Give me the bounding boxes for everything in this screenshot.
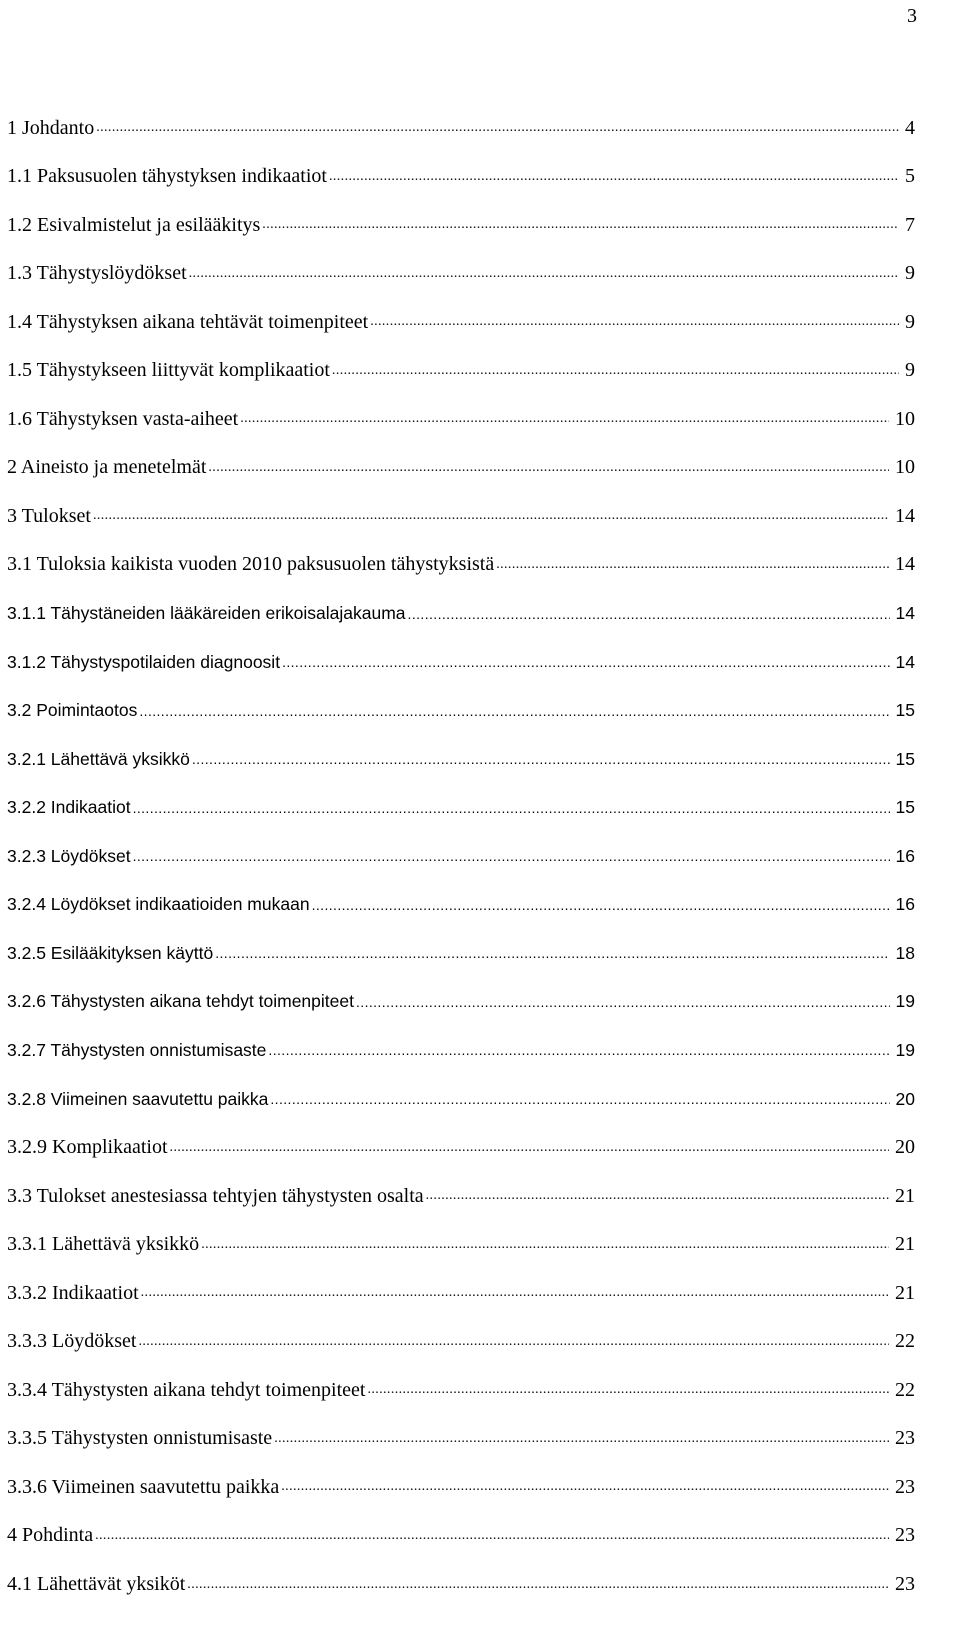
toc-entry-label: 2 Aineisto ja menetelmät [7, 456, 207, 479]
toc-entry-label: 3.1.1 Tähystäneiden lääkäreiden erikoisalajakauma [7, 603, 406, 623]
toc-entry[interactable] [7, 259, 915, 289]
toc-dot-leader [262, 210, 899, 240]
toc-entry-label: 1.4 Tähystyksen aikana tehtävät toimenpiteet [7, 310, 369, 333]
toc-entry-page: 15 [895, 700, 915, 721]
toc-entry[interactable] [7, 1035, 915, 1065]
toc-entry-label: 3.1 Tuloksia kaikista vuoden 2010 paksusuolen tähystyksistä [7, 553, 495, 576]
toc-entry-page: 21 [895, 1281, 915, 1304]
toc-entry-label: 3.3.5 Tähystysten onnistumisaste [7, 1427, 273, 1450]
toc-entry-page: 23 [895, 1475, 915, 1498]
toc-entry-page: 14 [895, 553, 915, 576]
toc-entry-page: 16 [895, 845, 915, 866]
toc-entry-page: 23 [895, 1524, 915, 1547]
toc-entry-label: 3.3.1 Lähettävä yksikkö [7, 1233, 200, 1256]
toc-entry[interactable] [7, 404, 915, 434]
toc-dot-leader [312, 890, 890, 920]
toc-dot-leader [208, 453, 889, 483]
toc-entry-page: 20 [895, 1136, 915, 1159]
toc-entry-page: 5 [905, 165, 915, 188]
toc-dot-leader [274, 1424, 889, 1454]
toc-dot-leader [332, 356, 899, 386]
toc-entry-label: 3.3.2 Indikaatiot [7, 1281, 139, 1304]
toc-entry[interactable] [7, 356, 915, 386]
toc-entry-label: 4 Pohdinta [7, 1524, 94, 1547]
toc-entry-page: 9 [905, 359, 915, 382]
toc-dot-leader [133, 793, 890, 823]
toc-entry[interactable] [7, 307, 915, 337]
toc-dot-leader [281, 1472, 889, 1502]
toc-entry-label: 3.2.8 Viimeinen saavutettu paikka [7, 1088, 269, 1109]
toc-entry-page: 10 [895, 407, 915, 430]
toc-entry-label: 3.2.5 Esilääkityksen käyttö [7, 942, 214, 963]
toc-entry[interactable] [7, 890, 915, 920]
toc-entry-label: 3.3.6 Viimeinen saavutettu paikka [7, 1475, 280, 1498]
toc-entry-label: 4.1 Lähettävät yksiköt [7, 1573, 186, 1595]
toc-entry[interactable] [7, 744, 915, 774]
toc-entry-page: 20 [895, 1088, 915, 1109]
toc-entry-label: 1.6 Tähystyksen vasta-aiheet [7, 407, 239, 430]
toc-dot-leader [408, 599, 890, 629]
toc-entry[interactable] [7, 696, 915, 726]
toc-entry[interactable] [7, 599, 915, 629]
toc-entry-label: 3.2.3 Löydökset [7, 845, 131, 866]
toc-entry-label: 3.2.4 Löydökset indikaatioiden mukaan [7, 894, 310, 915]
toc-dot-leader [268, 1035, 889, 1065]
toc-entry-page: 4 [905, 116, 915, 139]
toc-entry-label: 3.2.9 Komplikaatiot [7, 1136, 168, 1159]
toc-entry-label: 3.2.2 Indikaatiot [7, 797, 131, 818]
toc-dot-leader [240, 404, 889, 434]
toc-entry-page: 9 [905, 310, 915, 333]
toc-entry-label: 3.3 Tulokset anestesiassa tehtyjen tähystysten osalta [7, 1184, 424, 1207]
toc-dot-leader [95, 1521, 889, 1551]
toc-dot-leader [133, 841, 890, 871]
toc-entry[interactable] [7, 113, 915, 143]
toc-entry-page: 23 [895, 1427, 915, 1450]
toc-entry-label: 3.2.7 Tähystysten onnistumisaste [7, 1039, 267, 1060]
toc-entry-label: 3.2.6 Tähystysten aikana tehdyt toimenpiteet [7, 991, 354, 1012]
toc-dot-leader [141, 1278, 889, 1308]
toc-entry[interactable] [7, 550, 915, 580]
toc-dot-leader [367, 1375, 889, 1405]
toc-entry-label: 3.3.4 Tähystysten aikana tehdyt toimenpiteet [7, 1378, 366, 1401]
toc-entry-page: 15 [895, 797, 915, 818]
toc-entry-label: 1 Johdanto [7, 116, 95, 139]
toc-entry-page: 10 [895, 456, 915, 479]
toc-entry[interactable] [7, 1084, 915, 1114]
toc-entry-page: 7 [905, 213, 915, 236]
toc-entry-page: 14 [895, 504, 915, 527]
toc-entry[interactable] [7, 1278, 915, 1308]
toc-entry[interactable] [7, 793, 915, 823]
toc-entry-label: 3 Tulokset [7, 504, 91, 527]
toc-dot-leader [370, 307, 899, 337]
toc-dot-leader [96, 113, 899, 143]
toc-entry[interactable] [7, 1521, 915, 1551]
toc-entry[interactable] [7, 1424, 915, 1454]
toc-entry-page: 22 [895, 1378, 915, 1401]
toc-entry[interactable] [7, 501, 915, 531]
toc-entry-label: 3.2 Poimintaotos [7, 700, 138, 721]
toc-entry[interactable] [7, 938, 915, 968]
toc-dot-leader [170, 1133, 889, 1163]
toc-entry-page: 18 [895, 942, 915, 963]
toc-entry-page: 23 [895, 1573, 915, 1595]
toc-entry[interactable] [7, 1375, 915, 1405]
toc-dot-leader [215, 938, 889, 968]
toc-dot-leader [356, 987, 890, 1017]
toc-entry-page: 14 [895, 603, 915, 623]
toc-entry[interactable] [7, 647, 915, 677]
toc-entry-label: 1.1 Paksusuolen tähystyksen indikaatiot [7, 165, 327, 188]
toc-dot-leader [187, 1570, 889, 1600]
toc-entry[interactable] [7, 453, 915, 483]
toc-dot-leader [496, 550, 889, 580]
toc-dot-leader [329, 162, 899, 192]
toc-dot-leader [192, 744, 890, 774]
toc-entry-page: 15 [895, 748, 915, 769]
toc-entry-page: 16 [895, 894, 915, 915]
toc-dot-leader [189, 259, 899, 289]
toc-entry-page: 19 [895, 991, 915, 1012]
toc-dot-leader [270, 1084, 889, 1114]
toc-entry-page: 14 [895, 651, 915, 672]
toc-entry[interactable] [7, 162, 915, 192]
toc-entry-page: 9 [905, 262, 915, 285]
toc-dot-leader [93, 501, 889, 531]
toc-entry-page: 19 [895, 1039, 915, 1060]
toc-dot-leader [139, 696, 889, 726]
toc-entry-page: 21 [895, 1184, 915, 1207]
page-number: 3 [907, 5, 917, 27]
toc-dot-leader [426, 1181, 889, 1211]
toc-dot-leader [282, 647, 889, 677]
toc-dot-leader [138, 1327, 889, 1357]
toc-entry-label: 1.2 Esivalmistelut ja esilääkitys [7, 213, 261, 236]
toc-entry-label: 1.5 Tähystykseen liittyvät komplikaatiot [7, 359, 330, 382]
toc-entry[interactable] [7, 841, 915, 871]
toc-entry-label: 1.3 Tähystyslöydökset [7, 262, 187, 285]
toc-entry[interactable] [7, 210, 915, 240]
toc-dot-leader [201, 1230, 889, 1260]
toc-entry-label: 3.3.3 Löydökset [7, 1330, 137, 1353]
toc-entry[interactable] [7, 1181, 915, 1211]
toc-entry-page: 21 [895, 1233, 915, 1256]
toc-entry-label: 3.1.2 Tähystyspotilaiden diagnoosit [7, 651, 281, 672]
toc-entry[interactable] [7, 1570, 915, 1600]
toc-entry-label: 3.2.1 Lähettävä yksikkö [7, 748, 190, 769]
toc-entry-page: 22 [895, 1330, 915, 1353]
toc-entry[interactable] [7, 1472, 915, 1502]
toc-entry[interactable] [7, 1230, 915, 1260]
toc-entry[interactable] [7, 1327, 915, 1357]
toc-entry[interactable] [7, 1133, 915, 1163]
toc-entry[interactable] [7, 987, 915, 1017]
